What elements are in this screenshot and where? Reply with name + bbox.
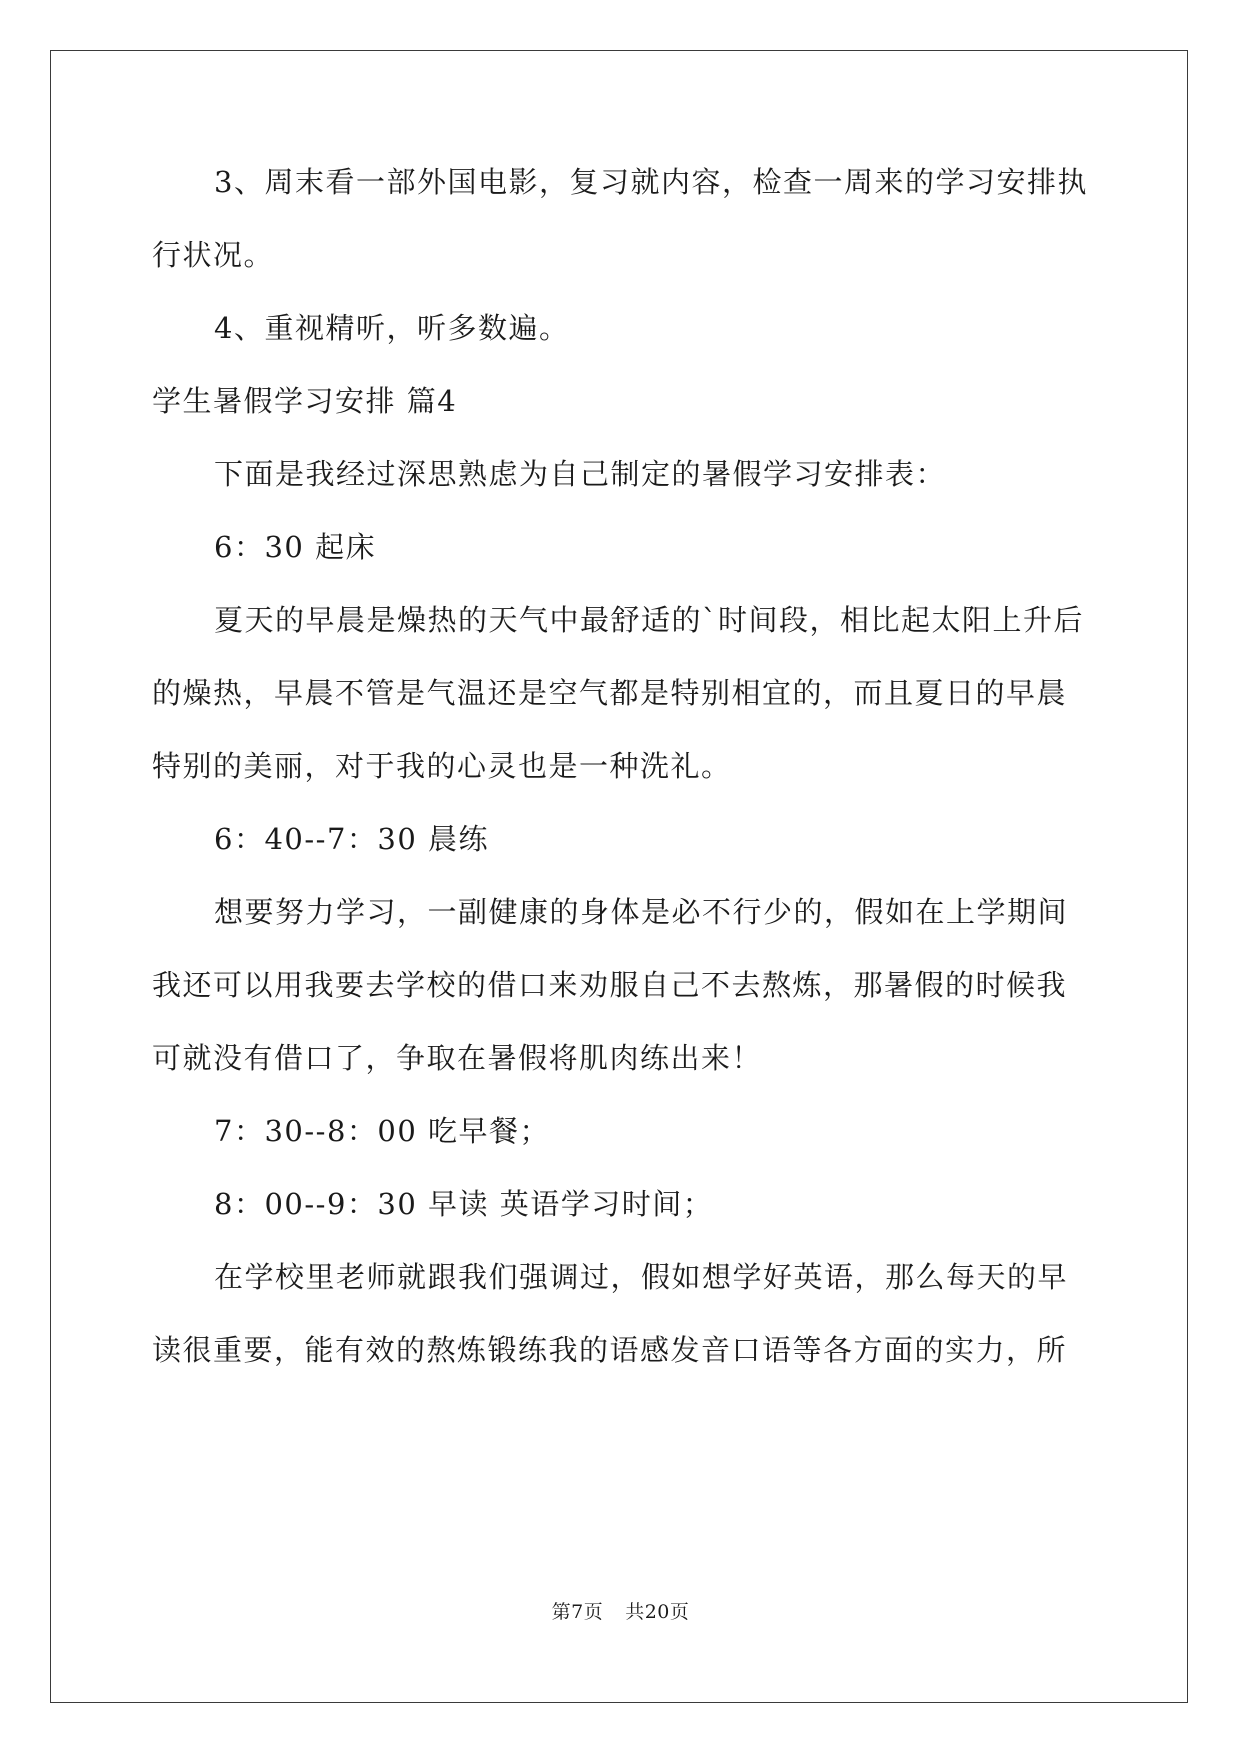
- schedule-item: 7：30--8：00 吃早餐；: [214, 1114, 551, 1148]
- paragraph-line: 想要努力学习，一副健康的身体是必不行少的，假如在上学期间: [214, 895, 1069, 929]
- paragraph-line: 行状况。: [152, 238, 275, 272]
- paragraph-line: 在学校里老师就跟我们强调过，假如想学好英语，那么每天的早: [214, 1260, 1069, 1294]
- paragraph-line: 读很重要，能有效的熬炼锻练我的语感发音口语等各方面的实力，所: [152, 1333, 1068, 1367]
- paragraph-line: 可就没有借口了，争取在暑假将肌肉练出来！: [152, 1041, 763, 1075]
- page-footer: [0, 1600, 1241, 1624]
- page-border: [50, 50, 1188, 1703]
- paragraph-line: 4、重视精听，听多数遍。: [214, 311, 570, 345]
- paragraph-line: 我还可以用我要去学校的借口来劝服自己不去熬炼，那暑假的时候我: [152, 968, 1068, 1002]
- schedule-item: 8：00--9：30 早读 英语学习时间；: [214, 1187, 714, 1221]
- paragraph-line: 夏天的早晨是燥热的天气中最舒适的`时间段，相比起太阳上升后: [214, 603, 1085, 637]
- paragraph-line: 下面是我经过深思熟虑为自己制定的暑假学习安排表：: [214, 457, 947, 491]
- paragraph-line: 的燥热，早晨不管是气温还是空气都是特别相宜的，而且夏日的早晨: [152, 676, 1068, 710]
- page-number: 第7页: [551, 1601, 604, 1623]
- section-heading: 学生暑假学习安排 篇4: [152, 384, 458, 418]
- paragraph-line: 3、周末看一部外国电影，复习就内容，检查一周来的学习安排执: [214, 165, 1088, 199]
- schedule-item: 6：40--7：30 晨练: [214, 822, 490, 856]
- schedule-item: 6：30 起床: [214, 530, 377, 564]
- page-total: 共20页: [625, 1601, 690, 1623]
- paragraph-line: 特别的美丽，对于我的心灵也是一种洗礼。: [152, 749, 732, 783]
